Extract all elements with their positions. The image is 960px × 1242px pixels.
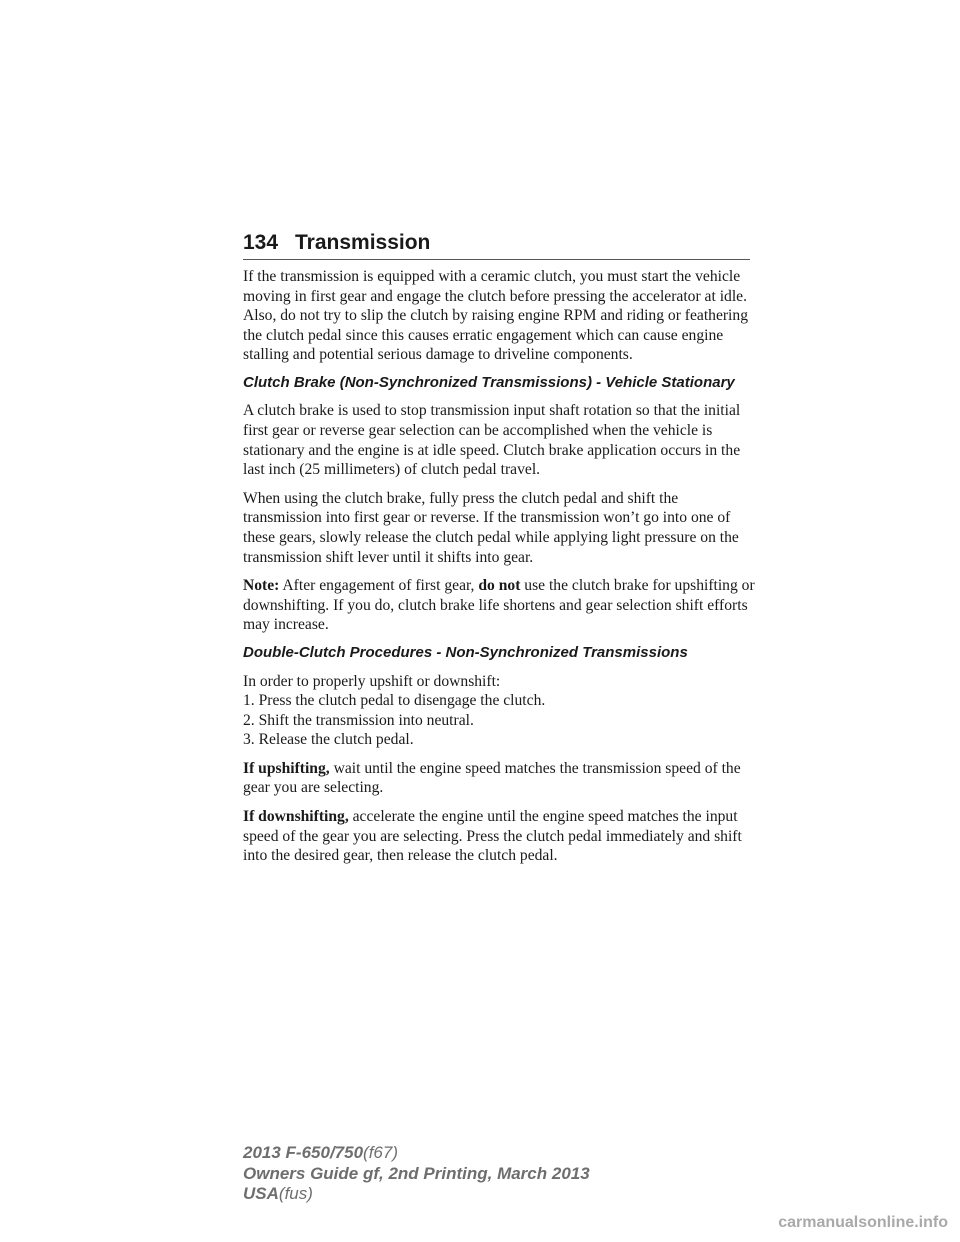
- list-item: 1. Press the clutch pedal to disengage the clutch.: [243, 692, 546, 710]
- footer-model-line: [243, 1143, 590, 1164]
- downshift-label: If downshifting,: [243, 808, 349, 826]
- paragraph-upshifting: [243, 759, 758, 798]
- page-header: [243, 231, 750, 261]
- procedure-intro: In order to properly upshift or downshift:: [243, 672, 501, 690]
- note-text-a: After engagement of first gear,: [279, 577, 479, 595]
- page-content: [243, 267, 758, 875]
- paragraph-downshifting: [243, 807, 758, 866]
- header-divider: [243, 259, 750, 260]
- footer-market-line: [243, 1184, 590, 1205]
- note-label: Note:: [243, 577, 280, 595]
- list-item: 2. Shift the transmission into neutral.: [243, 711, 474, 729]
- section-title: Transmission: [295, 231, 431, 254]
- paragraph-clutch-brake-usage: When using the clutch brake, fully press the clutch pedal and shift the transmission into first gear or reverse. If the transmission won’t go into one of these gears, slowly release the clutch pedal while applying light pressure on the transmission shift lever until it shifts into gear.: [243, 489, 739, 566]
- paragraph-clutch-brake: A clutch brake is used to stop transmission input shaft rotation so that the initial first gear or reverse gear selection can be accomplished when the vehicle is stationary and the engine is at idle speed. Clutch brake application occurs in the last inch (25 millimeters) of clutch pedal travel.: [243, 402, 741, 479]
- footer-market-code: (fus): [278, 1184, 313, 1203]
- footer-model: 2013 F-650/750: [243, 1143, 364, 1162]
- page-number: 134: [243, 231, 279, 254]
- upshift-text: wait until the engine speed matches the transmission speed of the gear you are selecting.: [243, 759, 741, 797]
- paragraph-ceramic-clutch: If the transmission is equipped with a ceramic clutch, you must start the vehicle moving in first gear and engage the clutch before pressing the accelerator at idle. Also, do not try to slip the clutch by raising engine RPM and riding or feathering the clutch pedal since this causes erratic engagement which can cause engine stalling and potential serious damage to driveline components.: [243, 268, 748, 364]
- footer-model-code: (f67): [363, 1143, 399, 1162]
- watermark: carmanualsonline.info: [778, 1214, 948, 1231]
- footer-guide: Owners Guide gf, 2nd Printing, March 2013: [243, 1163, 590, 1183]
- note-text-b: use the clutch brake for upshifting or downshifting. If you do, clutch brake life shortens and gear selection shift efforts may increase.: [243, 577, 755, 634]
- footer-market: USA: [243, 1184, 279, 1203]
- subheading-double-clutch: Double-Clutch Procedures - Non-Synchronized Transmissions: [243, 644, 688, 661]
- subheading-clutch-brake: Clutch Brake (Non-Synchronized Transmissions) - Vehicle Stationary: [243, 373, 735, 391]
- page-footer: [243, 1143, 590, 1205]
- note-paragraph: [243, 576, 758, 635]
- upshift-label: If upshifting,: [243, 759, 330, 777]
- procedure-list: [243, 672, 758, 750]
- note-emphasis: do not: [478, 577, 521, 595]
- list-item: 3. Release the clutch pedal.: [243, 731, 414, 749]
- downshift-text: accelerate the engine until the engine speed matches the input speed of the gear you are selecting. Press the clutch pedal immediately and shift into the desired gear, then release the clutch pedal.: [243, 808, 742, 865]
